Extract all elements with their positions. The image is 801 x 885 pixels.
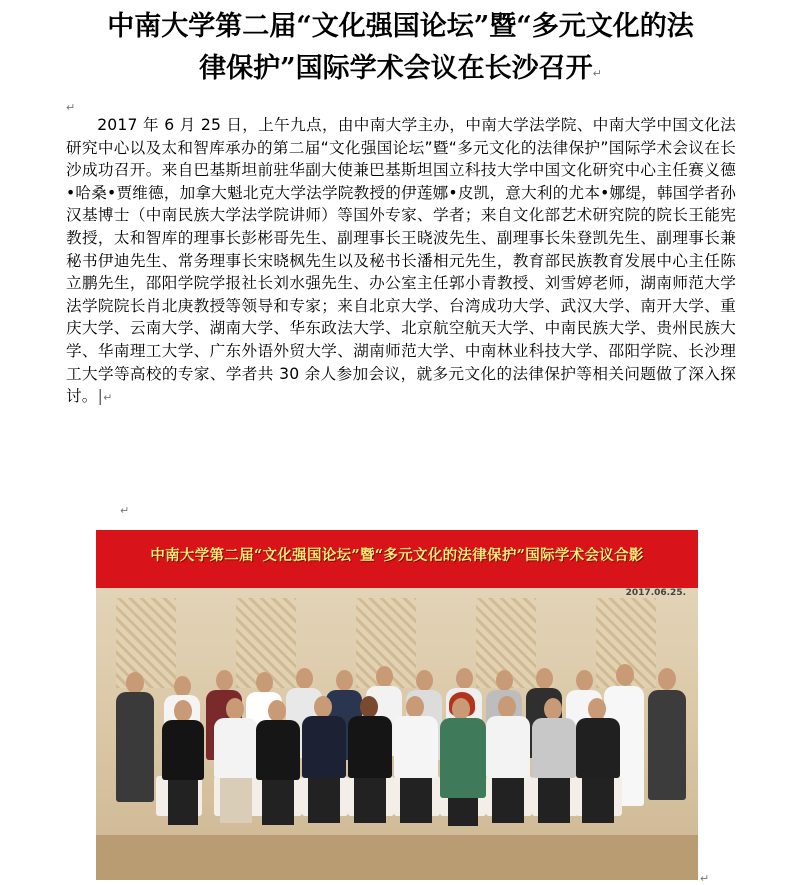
article-title-line-1: 中南大学第二届“文化强国论坛”暨“多元文化的法	[107, 11, 694, 42]
floor	[96, 835, 698, 880]
paragraph-mark-icon: ↵	[103, 391, 113, 405]
body-paragraph: 2017 年 6 月 25 日，上午九点，由中南大学主办，中南大学法学院、中南大学中国文化法研究中心以及太和智库承办的第二届“文化强国论坛”暨“多元文化的法律保护”国际学术会议在长沙成功召开。来自巴基斯坦前驻华副大使兼巴基斯坦国立科技大学中国文化研究中心主任赛义德•哈桑•贾维德，加拿大魁北克大学法学院教授的伊莲娜•皮凯，意大利的尤本•娜缇，韩国学者孙汉基博士（中南民族大学法学院讲师）等国外专家、学者；来自文化部艺术研究院的院长王能宪教授，太和智库的理事长彭彬哥先生、副理事长王晓波先生、副理事长朱登凯先生、副理事长兼秘书伊迪先生、常务理事长宋晓枫先生以及秘书长潘相元先生，教育部民族教育发展中心主任陈立鹏先生，邵阳学院学报社长刘水强先生、办公室主任郭小青教授、刘雪婷老师，湖南师范大学法学院院长肖北庚教授等领导和专家；来自北京大学、台湾成功大学、武汉大学、南开大学、重庆大学、云南大学、湖南大学、华东政法大学、北京航空航天大学、中南民族大学、贵州民族大学、华南理工大学、广东外语外贸大学、湖南师范大学、中南林业科技大学、邵阳学院、长沙理工大学等高校的专家、学者共 30 余人参加会议，就多元文化的法律保护等相关问题做了深入探讨。	[66, 116, 736, 406]
paragraph-mark-icon: ↵	[592, 67, 602, 80]
paragraph-mark-icon: ↵	[700, 872, 710, 885]
photo-date-stamp: 2017.06.25.	[625, 588, 686, 598]
article-title	[0, 6, 801, 95]
wall-panel	[116, 598, 176, 688]
photo-banner	[96, 530, 698, 588]
article-title-line-2: 律保护”国际学术会议在长沙召开	[199, 53, 593, 84]
group-photo	[96, 530, 698, 880]
paragraph-mark-icon: ↵	[66, 101, 76, 114]
article-body	[66, 114, 736, 410]
photo-banner-text: 中南大学第二届“文化强国论坛”暨“多元文化的法律保护”国际学术会议合影	[150, 547, 644, 564]
text-cursor: |	[97, 387, 104, 406]
paragraph-mark-icon: ↵	[120, 504, 130, 517]
